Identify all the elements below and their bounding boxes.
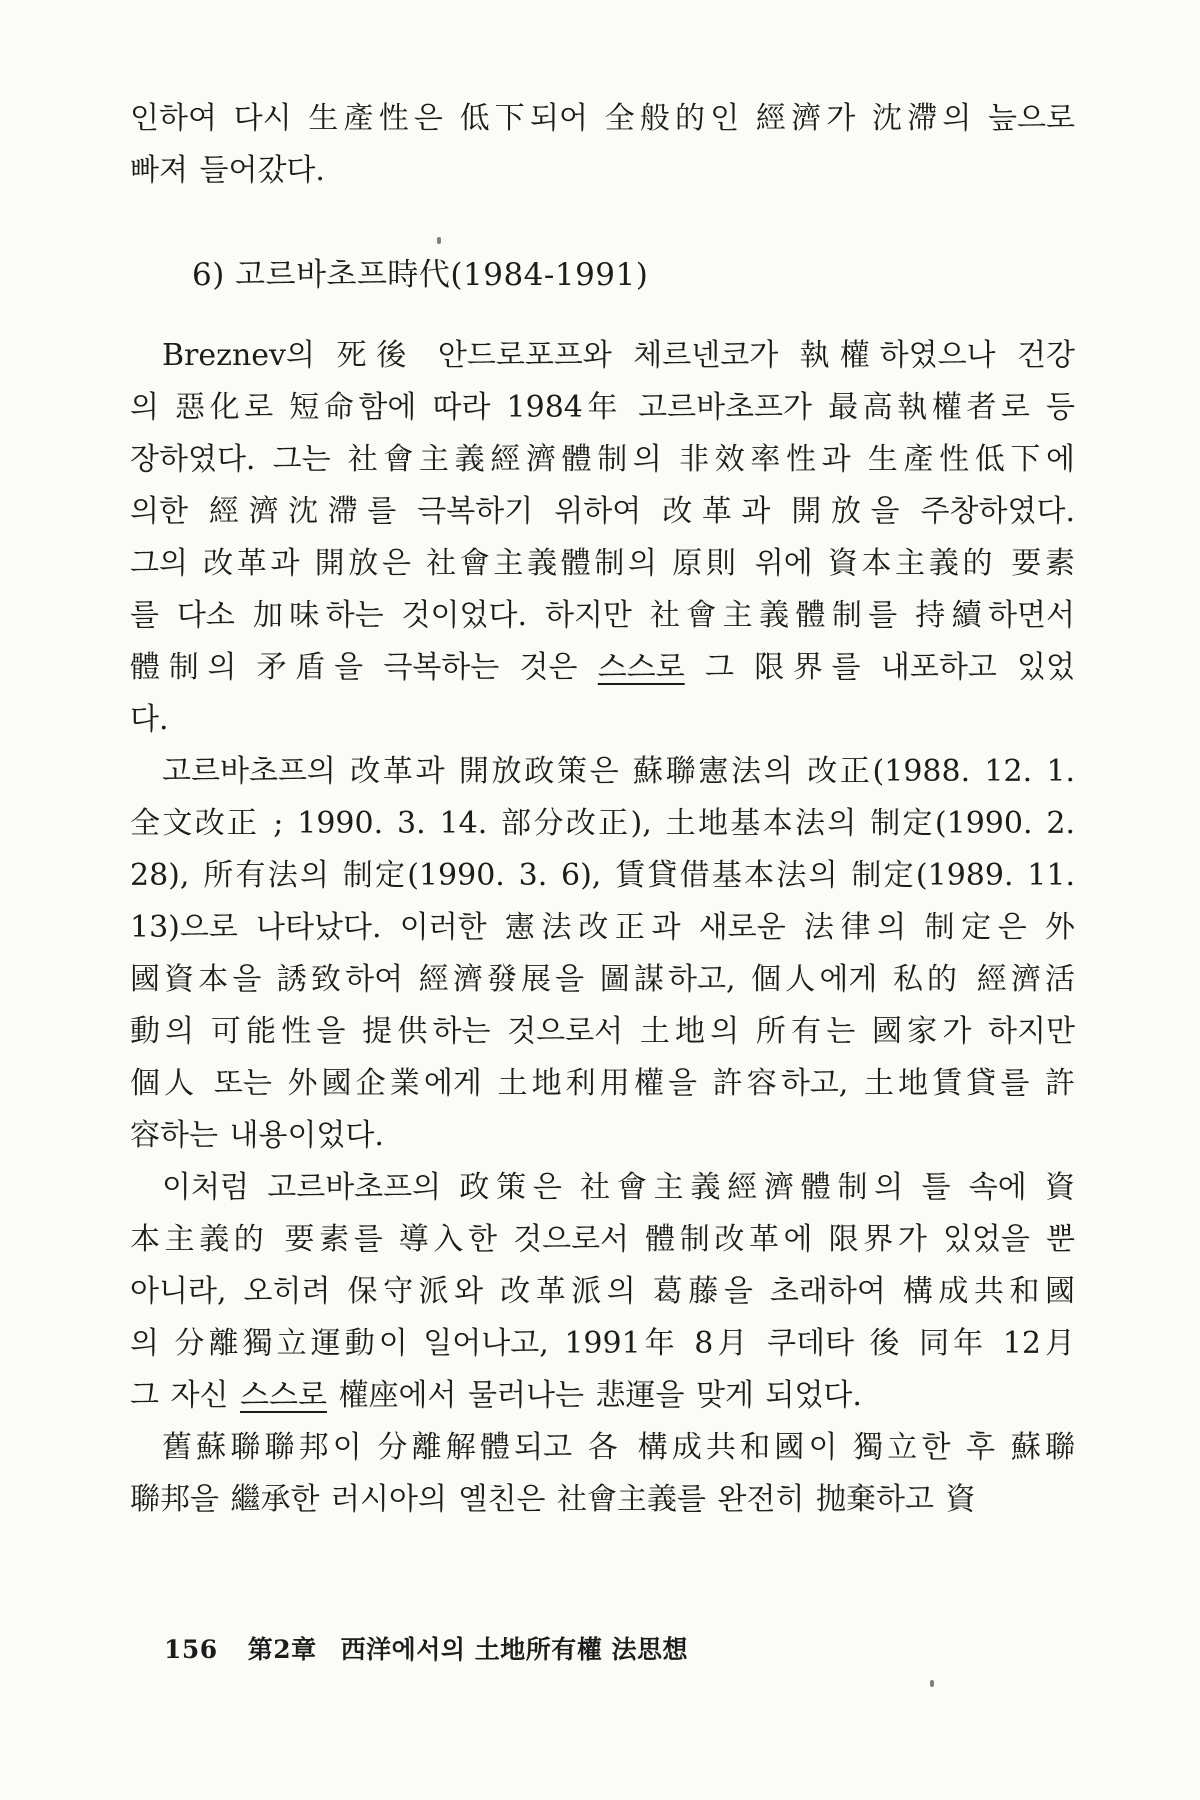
footer-chapter-label: 第2章: [247, 1635, 317, 1664]
text-line: 國資本을 誘致하여 經濟發展을 圖謀하고, 個人에게 私的 經濟活: [130, 962, 1075, 997]
text-line: 고르바초프의 改革과 開放政策은 蘇聯憲法의 改正(1988. 12. 1.: [162, 754, 1075, 789]
text-line: Breznev의 死後 안드로포프와 체르넨코가 執權하였으나 건강: [162, 338, 1075, 373]
text-line: 個人 또는 外國企業에게 土地利用權을 許容하고, 土地賃貸를 許: [130, 1066, 1075, 1101]
underlined-word: 스스로: [240, 1378, 327, 1413]
text-line: 聯邦을 繼承한 러시아의 옐친은 社會主義를 완전히 抛棄하고 資: [130, 1482, 976, 1517]
page-footer: [164, 1630, 688, 1666]
paragraph: [130, 1422, 1075, 1526]
text-line: 全文改正 ; 1990. 3. 14. 部分改正), 土地基本法의 制定(1990. 2.: [130, 806, 1075, 841]
text-line: 의 分離獨立運動이 일어나고, 1991年 8月 쿠데타 後 同年 12月: [130, 1326, 1075, 1361]
text-line: 舊蘇聯聯邦이 分離解體되고 各 構成共和國이 獨立한 후 蘇聯: [162, 1430, 1075, 1465]
text-line: 의한 經濟沈滯를 극복하기 위하여 改革과 開放을 주창하였다.: [130, 494, 1075, 529]
section-heading: 6) 고르바초프時代(1984-1991): [192, 257, 649, 293]
text-line: 그 자신 스스로 權座에서 물러나는 悲運을 맞게 되었다.: [130, 1378, 862, 1413]
text-line: 빠져 들어갔다.: [130, 153, 325, 188]
scan-speck: [930, 1680, 934, 1687]
text-line: 28), 所有法의 制定(1990. 3. 6), 賃貸借基本法의 制定(1989. 11.: [130, 858, 1075, 893]
text-line: 인하여 다시 生產性은 低下되어 全般的인 經濟가 沈滯의 늪으로: [130, 101, 1075, 136]
text-line: 의 惡化로 短命함에 따라 1984年 고르바초프가 最高執權者로 등: [130, 390, 1075, 425]
text-line: 다.: [130, 702, 169, 737]
text-line: 장하였다. 그는 社會主義經濟體制의 非效率性과 生產性低下에: [130, 442, 1075, 477]
footer-chapter-title: 西洋에서의 土地所有權 法思想: [340, 1635, 688, 1664]
paragraph: [130, 746, 1075, 1162]
text-line: 本主義的 要素를 導入한 것으로서 體制改革에 限界가 있었을 뿐: [130, 1222, 1075, 1257]
text-line: 體制의 矛盾을 극복하는 것은 스스로 그 限界를 내포하고 있었: [130, 650, 1075, 685]
paragraph: [130, 330, 1075, 746]
underlined-word: 스스로: [597, 650, 685, 685]
scan-speck: [437, 237, 441, 244]
text-line: 13)으로 나타났다. 이러한 憲法改正과 새로운 法律의 制定은 外: [130, 910, 1075, 945]
text-line: 動의 可能性을 提供하는 것으로서 土地의 所有는 國家가 하지만: [130, 1014, 1075, 1049]
page-number: 156: [164, 1635, 218, 1664]
text-line: 아니라, 오히려 保守派와 改革派의 葛藤을 초래하여 構成共和國: [130, 1274, 1075, 1309]
text-line: 이처럼 고르바초프의 政策은 社會主義經濟體制의 틀 속에 資: [162, 1170, 1075, 1205]
paragraph: [130, 1162, 1075, 1422]
paragraph: [130, 93, 1075, 197]
document-body: [130, 93, 1075, 1526]
text-line: 를 다소 加味하는 것이었다. 하지만 社會主義體制를 持續하면서: [130, 598, 1075, 633]
text-line: 그의 改革과 開放은 社會主義體制의 原則 위에 資本主義的 要素: [130, 546, 1075, 581]
text-line: 容하는 내용이었다.: [130, 1118, 384, 1153]
